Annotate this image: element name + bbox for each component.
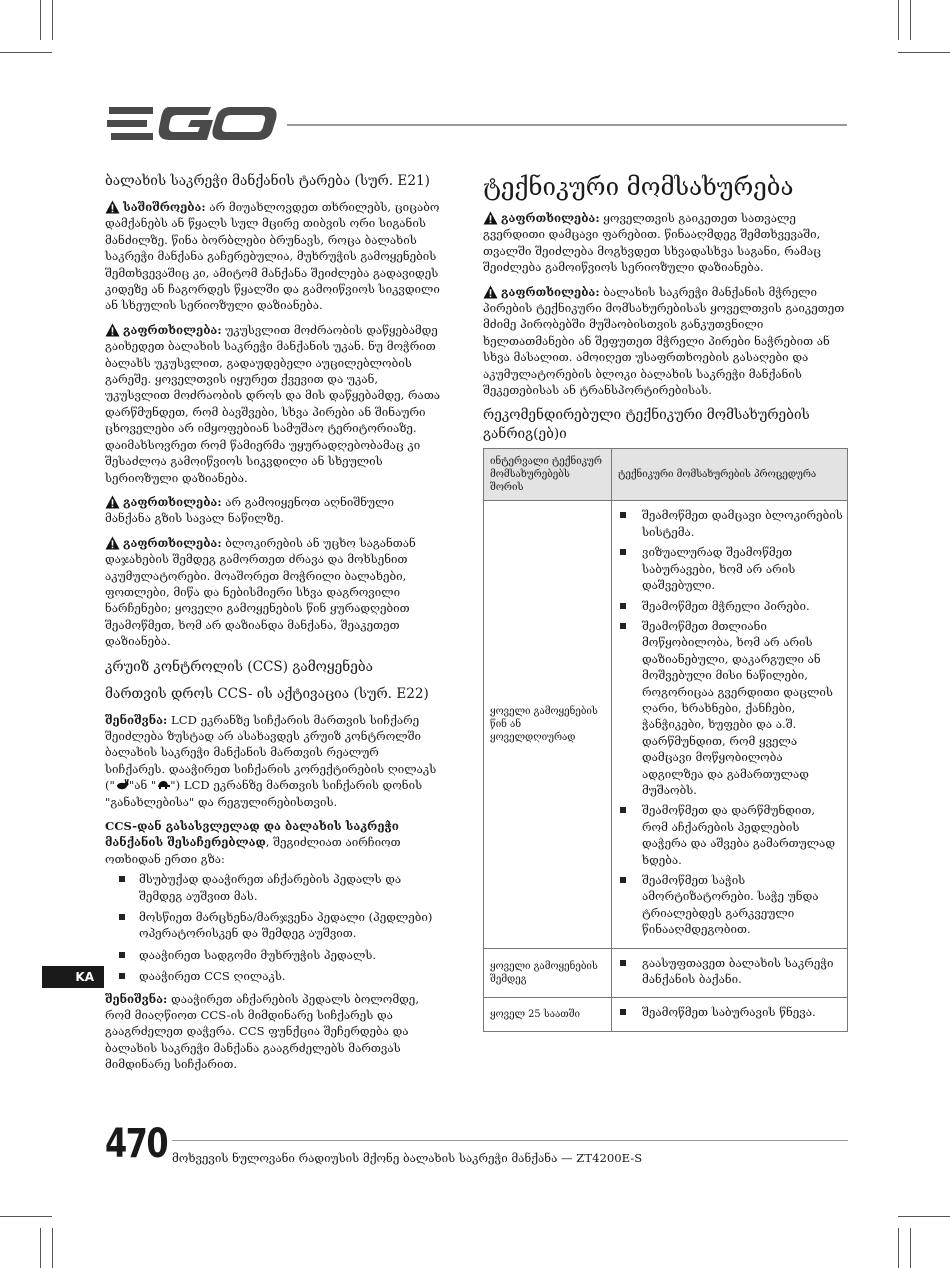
table-row <box>484 998 848 1031</box>
warning-label: გაფრთხილება: <box>501 211 600 225</box>
interval-cell: ყოველი გამოყენების წინ ან ყოველდღიურად <box>484 501 612 948</box>
warning-notice <box>483 210 848 276</box>
column-header-procedure: ტექნიკური მომსახურების პროცედურა <box>612 449 848 501</box>
crop-mark <box>898 0 899 40</box>
list-item: მსუბუქად დააჭირეთ აჩქარების პედალს და შემდეგ აუშვით მას. <box>117 871 442 904</box>
warning-triangle-icon <box>105 536 120 550</box>
warning-text: ბლოკირების ან უცხო საგანთან დაჯახების შემდეგ გამორთეთ ძრავა და მოხსენით აკუმულატორები. მოაშორეთ მოჭრილი ბალახები, ფოთლები, მიწა და ნებისმიერი სხვა დაგროვილი ნარჩენები; ყოველი გამოყენების წინ ყურადღებით შეამოწმეთ, ხომ არ დაზიანდა მანქანა, შეაკეთეთ დაზიანება. <box>105 535 416 649</box>
list-item: შეამოწმეთ საბურავის წნევა. <box>614 1004 843 1020</box>
ccs-exit-label: CCS-დან გასასვლელად და ბალახის საკრეჭი მანქანის შესაჩერებლად <box>105 819 399 850</box>
list-item: ვიზუალურად შეამოწმეთ საბურავები, ხომ არ არის დაშვებული. <box>614 544 843 593</box>
crop-mark <box>910 0 911 40</box>
warning-label: გაფრთხილება: <box>123 322 222 337</box>
maintenance-schedule-table <box>483 448 848 1031</box>
warning-triangle-icon <box>483 211 498 225</box>
section-heading-driving: ბალახის საკრეჭი მანქანის ტარება (სურ. E21) <box>105 173 430 189</box>
page-number: 470 <box>105 1121 167 1167</box>
note <box>105 712 442 810</box>
ego-logo <box>107 104 277 144</box>
note-text: LCD ეკრანზე სიჩქარის მართვის სიჩქარე შეიძლება ზუსტად არ ასახავდეს კრუიზ კონტროლში ბალახის საკრეჭი მანქანის მართვის რეალურ სიჩქარეს. დააჭირეთ სიჩქარის კორექტირების ღილაკს (" <box>105 712 437 793</box>
warning-triangle-icon <box>105 323 120 337</box>
warning-notice <box>105 535 442 650</box>
warning-label: გაფრთხილება: <box>123 494 222 509</box>
procedure-list <box>614 955 843 988</box>
crop-mark <box>52 0 53 40</box>
warning-notice <box>483 284 848 399</box>
list-item: შეამოწმეთ და დარწმუნდით, რომ აჩქარების პედლების დაჭერა და აშვება გამართულად ხდება. <box>614 802 843 868</box>
procedure-cell <box>612 501 848 948</box>
language-tab: KA <box>42 966 104 988</box>
note <box>105 991 442 1073</box>
right-column <box>483 172 848 1032</box>
crop-mark <box>40 0 41 40</box>
rabbit-icon <box>115 779 129 790</box>
crop-mark <box>898 1228 899 1268</box>
procedure-list <box>614 1004 843 1020</box>
footer-title: მოხვევის ნულოვანი რადიუსის მქონე ბალახის საკრეჭი მანქანა — ZT4200E-S <box>172 1151 643 1165</box>
schedule-heading: რეკომენდირებული ტექნიკური მომსახურების განრიგ(ებ)ი <box>483 407 810 443</box>
danger-notice <box>105 199 442 314</box>
table-row <box>484 948 848 998</box>
table-header-row <box>484 449 848 501</box>
interval-cell: ყოველი გამოყენების შემდეგ <box>484 948 612 998</box>
procedure-cell <box>612 998 848 1031</box>
note-text: დააჭირეთ აჩქარების პედალს ბოლომდე, რომ მიაღწიოთ CCS-ის მიმდინარე სიჩქარეს და გააგრძელეთ დაჭერა. CCS ფუნქცია შეჩერდება და ბალახის საკრეჭი მანქანა გააგრძელებს მართვას მიმდინარე სიჩქარით. <box>105 991 419 1072</box>
warning-text: არ გამოიყენოთ აღნიშნული მანქანა გზის სავალ ნაწილზე. <box>105 494 394 526</box>
ccs-exit-text: , შეგიძლიათ აირჩიოთ ოთხიდან ერთი გზა: <box>105 835 401 866</box>
crop-mark <box>898 1216 950 1217</box>
warning-triangle-icon <box>105 200 120 214</box>
crop-mark <box>910 1228 911 1268</box>
interval-cell: ყოველ 25 საათში <box>484 998 612 1031</box>
warning-notice <box>105 494 442 527</box>
list-item: შეამოწმეთ მთლიანი მოწყობილობა, ხომ არ არის დაზიანებული, დაკარგული ან მოშვებული მისი ნაწილები, როგორიცაა გვერდითი დაცლის ღარი, ხრახნები, ქანჩები, ჭანჭიკები, ხუფები და ა.შ. დარწმუნდით, რომ ყველა დამცავი მოწყობილობა ადგილზეა და გამართულად მუშაობს. <box>614 618 843 798</box>
section-heading-ccs-activation: მართვის დროს CCS- ის აქტივაცია (სურ. E22) <box>105 685 429 702</box>
crop-mark <box>898 52 950 53</box>
procedure-list <box>614 507 843 937</box>
danger-text: არ მიუახლოვდეთ თხრილებს, ციცაბო დამქანებს ან წყალს სულ მცირე თიბვის ორი სიგანის მანძილზე. წინა ბორბლები ბრუნავს, როცა ბალახის საკრეჭი მანქანა გაჩერებულია, მუხრუჭის გამოყენების შემთხვევაშიც კი, ამიტომ მანქანა შეიძლება გადავიდეს კიდეზე ან ჩაგორდეს წყალში და გამოიწვიოს სიკვდილი ან სხეულის სერიოზული დაზიანება. <box>105 200 440 313</box>
warning-label: გაფრთხილება: <box>123 535 222 550</box>
warning-label: გაფრთხილება: <box>501 284 600 299</box>
warning-text: ბალახის საკრეჭი მანქანის მჭრელი პირების ტექნიკური მომსახურებისას ყოველთვის გაიკეთეთ მძიმე პირობებში მუშაობისთვის განკუთვნილი ხელთათმანები ან შეფუთეთ მჭრელი პირები ნაჭრებით ან სხვა მასალით. ამოიღეთ უსაფრთხოების გასაღები და აკუმულატორების ბლოკი ბალახის საკრეჭი მანქანის შეკეთებისას ან ტრანსპორტირებისას. <box>483 284 845 398</box>
column-header-interval: ინტერვალი ტექნიკურ მომსახურებებს შორის <box>484 449 612 501</box>
list-item: შეამოწმეთ საჭის ამორტიზატორები. საჭე უნდა ტრიალებდეს გარკვეული წინააღმდეგობით. <box>614 872 843 938</box>
note-text: ") LCD ეკრანზე მართვის სიჩქარის დონის "განახლებისა" და რეგულირებისთვის. <box>105 778 423 809</box>
note-text: "ან " <box>128 778 157 793</box>
section-heading-ccs: კრუიზ კონტროლის (CCS) გამოყენება <box>105 658 373 675</box>
list-item: დააჭირეთ CCS ღილაკს. <box>117 968 442 984</box>
turtle-icon <box>156 780 170 790</box>
page-title: ტექნიკური მომსახურება <box>483 173 794 201</box>
crop-mark <box>0 1216 52 1217</box>
crop-mark <box>0 52 52 53</box>
warning-notice <box>105 322 442 486</box>
list-item: შეამოწმეთ მჭრელი პირები. <box>614 598 843 614</box>
list-item: შეამოწმეთ დამცავი ბლოკირების სისტემა. <box>614 507 843 540</box>
footer-rule <box>172 1140 848 1141</box>
note-label: შენიშვნა: <box>105 712 168 727</box>
danger-label: საშიშროება: <box>123 200 206 214</box>
warning-triangle-icon <box>483 285 498 299</box>
procedure-cell <box>612 948 848 998</box>
warning-text: ყოველთვის გაიკეთეთ სათვალე გვერდითი დამცავი ფარებით. წინააღმდეგ შემთხვევაში, თვალში შეიძლება მოგხვდეთ სხვადასხვა საგანი, რამაც შეიძლება გამოიწვიოს სერიოზული დაზიანება. <box>483 211 821 275</box>
ccs-exit-intro <box>105 818 442 867</box>
header-rule <box>287 124 847 126</box>
note-label: შენიშვნა: <box>105 991 168 1006</box>
table-row <box>484 501 848 948</box>
crop-mark <box>40 1228 41 1268</box>
warning-text: უკუსვლით მოძრაობის დაწყებამდე გაიხედეთ ბალახის საკრეჭი მანქანის უკან. ნუ მოჭრით ბალახს უკუსვლით, გადაუდებელი აუცილებლობის გარეშე. ყოველთვის იყურეთ ქვევით და უკან, უკუსვლით მოძრაობის დროს და მის დაწყებამდე, რათა დარწმუნდეთ, რომ ბავშვები, სხვა პირები ან შინაური ცხოველები არ იმყოფებიან სამუშაო ტერიტორიაზე. დაიმახსოვრეთ რომ წამიერმა უყურადღებობამაც კი შესაძლოა გამოიწვიოს სიკვდილი ან სხეულის სერიოზული დაზიანება. <box>105 322 441 485</box>
ccs-exit-list <box>105 871 442 984</box>
crop-mark <box>52 1228 53 1268</box>
warning-triangle-icon <box>105 495 120 509</box>
list-item: დააჭირეთ სადგომი მუხრუჭის პედალს. <box>117 947 442 963</box>
left-column <box>105 172 442 1081</box>
list-item: მოსწიეთ მარცხენა/მარჯვენა პედალი (პედლები) ოპერატორისკენ და შემდეგ აუშვით. <box>117 909 442 942</box>
list-item: გაასუფთავეთ ბალახის საკრეჭი მანქანის ბაქანი. <box>614 955 843 988</box>
